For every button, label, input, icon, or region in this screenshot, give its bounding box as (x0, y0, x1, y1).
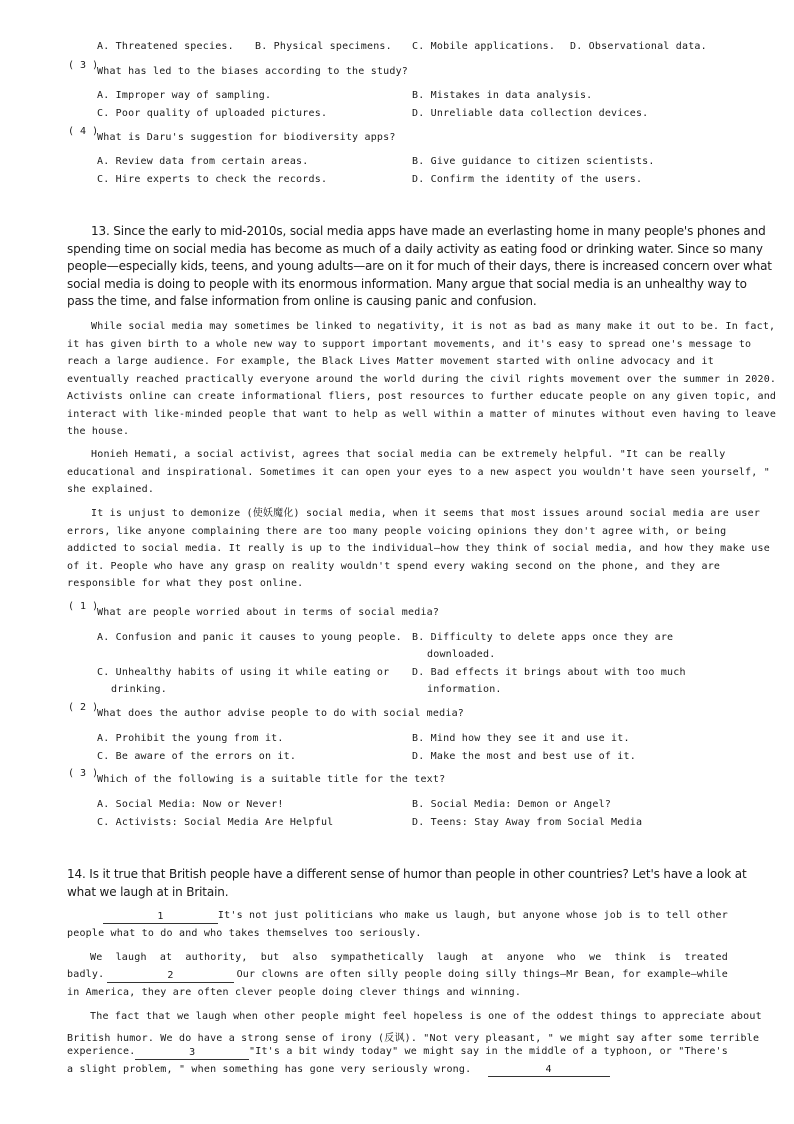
q14-p3-text: a slight problem, " when something has gone very seriously wrong. (67, 1064, 472, 1075)
q13-q2-stem: What does the author advise people to do with social media? (97, 708, 465, 719)
q13-q1-option-c: C. Unhealthy habits of using it while eating or (97, 667, 390, 678)
q12-q3-option-b: B. Mistakes in data analysis. (412, 90, 593, 101)
q12-q4-option-d: D. Confirm the identity of the users. (412, 174, 643, 185)
q13-q1-option-d-cont: information. (427, 684, 502, 695)
q13-paragraph-3 (67, 505, 770, 593)
q14-p2-word: authority, (185, 952, 248, 963)
q13-p1-line: it has given birth to a whole new way to support important movements, and it's easy to spread one's message to (67, 338, 752, 350)
q12-q4-stem: What is Daru's suggestion for biodiversity apps? (97, 132, 396, 143)
q14-p2-word: think (614, 952, 646, 963)
q13-q2-number: ( 2 ) (68, 702, 99, 713)
q14-p2-word: We (90, 952, 103, 963)
q13-p1-line: Activists online can create informational fliers, post resources to further educate people on any given topic, and (67, 391, 777, 402)
q14-p1-line-2: people what to do and who takes themselves too seriously. (67, 928, 422, 939)
q13-q2-option-a: A. Prohibit the young from it. (97, 733, 284, 744)
q14-intro-line: 14. Is it true that British people have a different sense of humor than people in other countries? Let's have a look at (67, 867, 747, 881)
q14-p2-word: at (159, 952, 173, 963)
q12-q4-option-b: B. Give guidance to citizen scientists. (412, 156, 655, 167)
q12-q2-option-b: B. Physical specimens. (255, 41, 392, 52)
q14-p2-word: anyone (506, 952, 545, 963)
q14-p2-word: but (260, 952, 280, 963)
q13-p3-line: of it. People who have any grasp on reality wouldn't spend every waking second on the phone, and they are (67, 560, 721, 572)
q13-p1-line: the house. (67, 426, 130, 437)
q12-q3-option-a: A. Improper way of sampling. (97, 90, 272, 101)
q13-p1-line: interact with like-minded people that want to help as well within a matter of minutes without even having to leave (67, 408, 777, 420)
q13-q3-option-c: C. Activists: Social Media Are Helpful (97, 817, 334, 828)
q14-p2-word: at (481, 952, 494, 963)
blank-2[interactable]: 2 (107, 969, 234, 983)
q14-p3-line-2: British humor. We do have a strong sense of irony (反讽). "Not very pleasant, " we might say after some terrible (67, 1033, 760, 1044)
q13-p3-line: responsible for what they post online. (67, 578, 304, 589)
q13-p2-line: she explained. (67, 484, 155, 495)
q13-q3-number: ( 3 ) (68, 768, 99, 779)
q14-p3-post: "It's a bit windy today" we might say in the middle of a typhoon, or "There's (249, 1046, 728, 1057)
q13-q1-option-d: D. Bad effects it brings about with too much (412, 667, 686, 678)
q13-p1-line: reach a large audience. For example, the Black Lives Matter movement started with online advocacy and it (67, 356, 714, 367)
blank-1[interactable]: 1 (103, 910, 218, 924)
q12-q4-number: ( 4 ) (68, 126, 99, 137)
q14-p2-word: treated (684, 952, 728, 963)
q14-p3-pre: experience. (67, 1046, 136, 1057)
q13-p1-line: eventually reached practically everyone around the world during the civil rights movement over the summer in 2020. (67, 373, 777, 385)
q14-p1-line-1 (103, 910, 728, 924)
q14-p2-word: laugh (115, 952, 147, 963)
q13-q3-option-d: D. Teens: Stay Away from Social Media (412, 817, 643, 828)
q13-q1-option-b: B. Difficulty to delete apps once they are (412, 632, 674, 643)
q14-intro-line: what we laugh at in Britain. (67, 884, 229, 899)
q13-intro-line: pass the time, and false information from online is causing panic and confusion. (67, 294, 537, 308)
q14-p2-line-3: in America, they are often clever people doing clever things and winning. (67, 987, 522, 998)
q13-p2-line: Honieh Hemati, a social activist, agrees that social media can be extremely helpful. "It can be really (91, 449, 726, 460)
q14-p2-word: we (589, 952, 602, 963)
q14-p2-word: is (658, 952, 672, 963)
q13-intro-line: social media is doing to people with its enormous information. Many argue that social media is an unhealthy way to (67, 276, 747, 291)
q13-q3-option-b: B. Social Media: Demon or Angel? (412, 799, 612, 810)
q13-paragraph-2 (67, 446, 770, 499)
q14-p2-word: also (292, 952, 318, 963)
q13-q1-number: ( 1 ) (68, 601, 99, 612)
q13-q3-option-a: A. Social Media: Now or Never! (97, 799, 284, 810)
q14-p2-word: sympathetically (330, 952, 424, 963)
q14-p2-word: who (557, 952, 576, 963)
q12-q3-stem: What has led to the biases according to the study? (97, 66, 409, 77)
q12-q2-option-a: A. Threatened species. (97, 41, 234, 52)
q14-p3-line-1: The fact that we laugh when other people might feel hopeless is one of the oddest things to appreciate about (90, 1011, 762, 1022)
q13-q2-option-c: C. Be aware of the errors on it. (97, 751, 297, 762)
q13-p2-line: educational and inspirational. Sometimes it can open your eyes to a new aspect you wouldn't have seen yourself, " (67, 466, 770, 478)
q12-q4-option-c: C. Hire experts to check the records. (97, 174, 328, 185)
q13-intro-line: 13. Since the early to mid-2010s, social media apps have made an everlasting home in many people's phones and (91, 224, 766, 238)
q13-intro-line: people—especially kids, teens, and young adults—are on it for much of their days, there is increased concern over what (67, 259, 772, 273)
q13-q1-option-c-cont: drinking. (111, 684, 167, 695)
blank-3[interactable]: 3 (135, 1046, 249, 1060)
q13-q2-option-d: D. Make the most and best use of it. (412, 751, 636, 762)
q12-q3-option-d: D. Unreliable data collection devices. (412, 108, 649, 119)
q12-q3-option-c: C. Poor quality of uploaded pictures. (97, 108, 328, 119)
q13-intro (67, 223, 772, 311)
q14-p2-line-1 (90, 952, 728, 963)
q13-intro-line: spending time on social media has become as much of a daily activity as eating food or drinking water. Since so many (67, 241, 763, 256)
q13-q1-option-a: A. Confusion and panic it causes to young people. (97, 632, 402, 643)
q13-p1-line (67, 318, 776, 336)
q13-q1-option-b-cont: downloaded. (427, 649, 496, 660)
q13-q2-option-b: B. Mind how they see it and use it. (412, 733, 630, 744)
q14-p2-word: laugh (436, 952, 469, 963)
q13-p3-line: addicted to social media. It really is up to the individual—how they think of social media, and how they make use (67, 543, 770, 554)
q14-intro (67, 866, 747, 901)
q13-p1-text: While social media may sometimes be linked to negativity, it is not as bad as many make it out to be. In fact, (91, 321, 776, 332)
q12-q2-option-d: D. Observational data. (570, 41, 707, 52)
q13-q1-stem: What are people worried about in terms of social media? (97, 607, 440, 618)
q14-p2-pre: badly. (67, 969, 105, 980)
blank-4[interactable]: 4 (488, 1063, 610, 1077)
q12-q2-option-c: C. Mobile applications. (412, 41, 556, 52)
q13-paragraph-1 (67, 318, 777, 441)
q13-q3-stem: Which of the following is a suitable title for the text? (97, 774, 446, 785)
q12-q3-number: ( 3 ) (68, 60, 99, 71)
q12-q4-option-a: A. Review data from certain areas. (97, 156, 309, 167)
q14-p3-line-4 (67, 1063, 610, 1077)
q13-p3-line: It is unjust to demonize (使妖魔化) social media, when it seems that most issues around social media are user (91, 508, 761, 519)
q14-p2-line-2 (67, 969, 728, 983)
q14-p3-line-3 (67, 1046, 728, 1060)
q14-p1-text: It's not just politicians who make us laugh, but anyone whose job is to tell other (217, 910, 728, 921)
q14-p2-post: Our clowns are often silly people doing silly things—Mr Bean, for example—while (236, 969, 728, 980)
q13-p3-line: errors, like anyone complaining there are too many people voicing opinions they don't agree with, or being (67, 525, 727, 537)
